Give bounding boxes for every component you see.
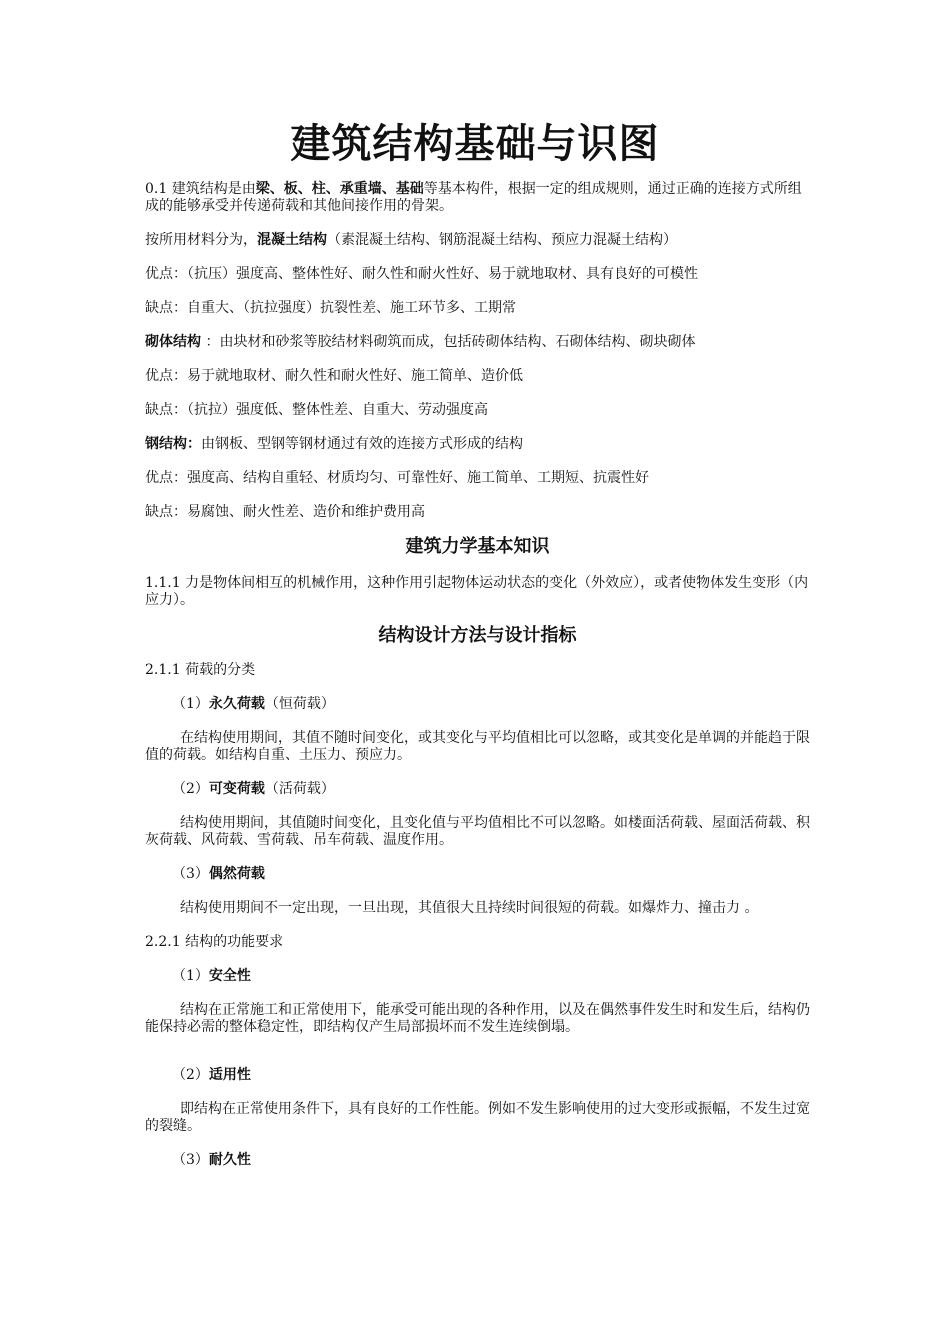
concrete-name: 混凝土结构	[257, 232, 327, 248]
design-heading: 结构设计方法与设计指标	[378, 625, 577, 646]
masonry-desc: ：由块材和砂浆等胶结材料砌筑而成，包括砖砌体结构、石砌体结构、砌块砌体	[205, 334, 696, 350]
steel-desc: 由钢板、型钢等钢材通过有效的连接方式形成的结构	[201, 436, 523, 452]
permanent-load-text: 在结构使用期间，其值不随时间变化，或其变化与平均值相比可以忽略，或其变化是单调的并能趋于限值的荷载。如结构自重、土压力、预应力。	[145, 730, 810, 763]
applicability-text: 即结构在正常使用条件下，具有良好的工作性能。例如不发生影响使用的过大变形或振幅，不发生过宽的裂缝。	[145, 1101, 810, 1134]
steel-pros: 优点：强度高、结构自重轻、材质均匀、可靠性好、施工简单、工期短、抗震性好	[145, 470, 649, 486]
concrete-cons: 缺点：自重大、（抗拉强度）抗裂性差、施工环节多、工期常	[145, 300, 516, 316]
concrete-pros: 优点：（抗压）强度高、整体性好、耐久性和耐火性好、易于就地取材、具有良好的可模性	[145, 266, 698, 282]
variable-name: 可变荷载	[208, 781, 265, 797]
page-title: 建筑结构基础与识图	[290, 120, 660, 167]
intro-suffix: 等基本构件，根据一定的组成规则，通过正确的连接方式所组成的能够承受并传递荷载和其他间接作用的骨架。	[145, 181, 802, 214]
concrete-paragraph	[145, 232, 810, 249]
safety-label	[145, 968, 810, 985]
masonry-paragraph	[145, 334, 810, 351]
intro-prefix: 0.1 建筑结构是由	[145, 181, 256, 197]
accidental-load-label	[145, 866, 810, 883]
document-body	[145, 181, 810, 1169]
steel-cons: 缺点：易腐蚀、耐火性差、造价和维护费用高	[145, 504, 425, 520]
safety-text: 结构在正常施工和正常使用下，能承受可能出现的各种作用，以及在偶然事件发生时和发生后，结构仍能保持必需的整体稳定性，即结构仅产生局部损坏而不发生连续倒塌。	[145, 1002, 810, 1035]
accidental-load-text: 结构使用期间不一定出现，一旦出现，其值很大且持续时间很短的荷载。如爆炸力、撞击力 。	[180, 900, 759, 916]
permanent-num: （1）	[172, 696, 209, 712]
durability-num: （3）	[172, 1152, 209, 1168]
variable-num: （2）	[172, 781, 209, 797]
functions-title: 2.2.1 结构的功能要求	[145, 934, 284, 950]
accidental-num: （3）	[172, 866, 209, 882]
applicability-num: （2）	[172, 1067, 209, 1083]
mechanics-text: 1.1.1 力是物体间相互的机械作用，这种作用引起物体运动状态的变化（外效应），或者使物体发生变形（内应力）。	[145, 575, 809, 608]
masonry-name: 砌体结构	[145, 334, 201, 350]
permanent-load-label	[145, 696, 810, 713]
accidental-name: 偶然荷载	[208, 866, 265, 882]
steel-paragraph	[145, 436, 810, 453]
loads-title: 2.1.1 荷载的分类	[145, 662, 256, 678]
variable-load-label	[145, 781, 810, 798]
applicability-name: 适用性	[208, 1067, 251, 1083]
intro-bold-terms: 梁、板、柱、承重墙、基础	[255, 181, 424, 197]
permanent-alias: （恒荷载）	[264, 696, 335, 712]
permanent-name: 永久荷载	[208, 696, 265, 712]
concrete-prefix: 按所用材料分为，	[145, 232, 257, 248]
applicability-label	[145, 1067, 810, 1084]
variable-alias: （活荷载）	[264, 781, 335, 797]
concrete-desc: （素混凝土结构、钢筋混凝土结构、预应力混凝土结构）	[327, 232, 677, 248]
variable-load-text: 结构使用期间，其值随时间变化，且变化值与平均值相比不可以忽略。如楼面活荷载、屋面活荷载、积灰荷载、风荷载、雪荷载、吊车荷载、温度作用。	[145, 815, 810, 848]
durability-label	[145, 1152, 810, 1169]
masonry-pros: 优点：易于就地取材、耐久性和耐火性好、施工简单、造价低	[145, 368, 523, 384]
intro-paragraph	[145, 181, 810, 215]
safety-num: （1）	[172, 968, 209, 984]
safety-name: 安全性	[208, 968, 251, 984]
durability-name: 耐久性	[208, 1152, 251, 1168]
masonry-cons: 缺点：（抗拉）强度低、整体性差、自重大、劳动强度高	[145, 402, 488, 418]
steel-name: 钢结构：	[145, 436, 201, 452]
mechanics-heading: 建筑力学基本知识	[405, 536, 550, 557]
